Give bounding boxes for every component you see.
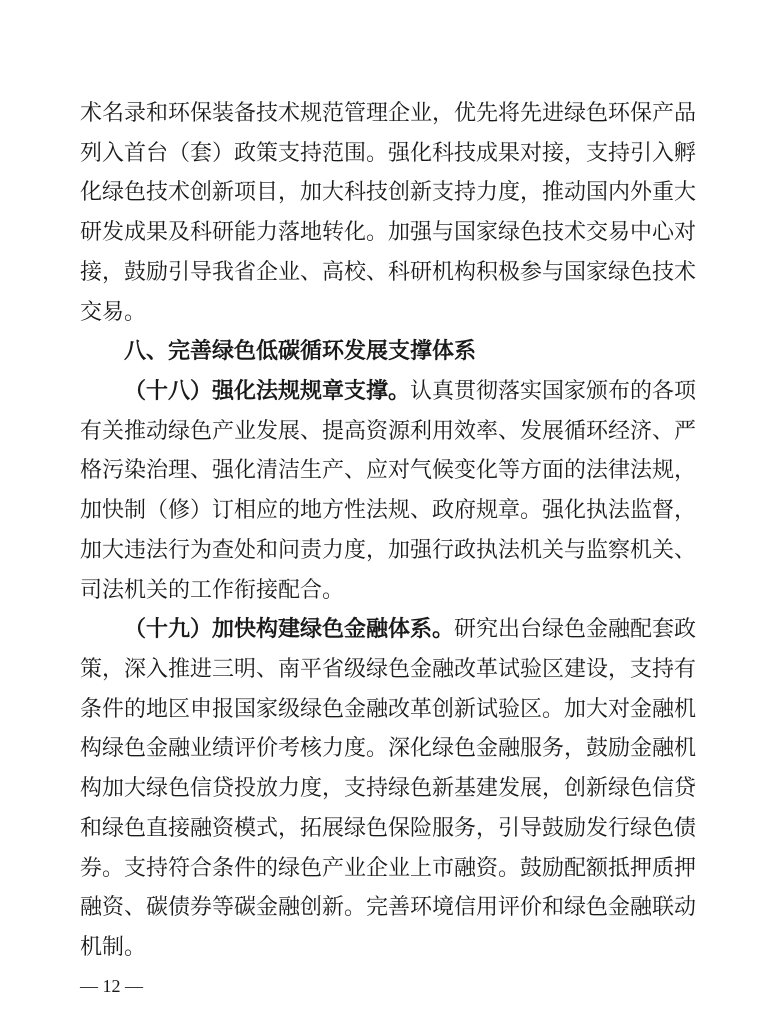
paragraph-first-line (124, 379, 697, 405)
paragraph-line: 有关推动绿色产业发展、提高资源利用效率、发展循环经济、严 (80, 419, 697, 444)
paragraph-line: 构加大绿色信贷投放力度，支持绿色新基建发展，创新绿色信贷 (80, 776, 697, 801)
paragraph-line: 术名录和环保装备技术规范管理企业，优先将先进绿色环保产品 (80, 101, 697, 126)
paragraph-line: 交易。 (80, 300, 147, 325)
paragraph-line: 构绿色金融业绩评价考核力度。深化绿色金融服务，鼓励金融机 (80, 736, 697, 761)
paragraph-title: （十八）强化法规规章支撑。 (124, 379, 411, 404)
paragraph-line: 加大违法行为查处和问责力度，加强行政执法机关与监察机关、 (80, 538, 697, 563)
paragraph-line: 融资、碳债券等碳金融创新。完善环境信用评价和绿色金融联动 (80, 895, 697, 920)
paragraph-first-line (124, 617, 697, 643)
paragraph-line: 格污染治理、强化清洁生产、应对气候变化等方面的法律法规， (80, 458, 697, 483)
paragraph-line: 加快制（修）订相应的地方性法规、政府规章。强化执法监督， (80, 498, 697, 523)
paragraph-text: 认真贯彻落实国家颁布的各项 (410, 379, 697, 404)
section-heading: 八、完善绿色低碳循环发展支撑体系 (124, 339, 477, 364)
paragraph-line: 接，鼓励引导我省企业、高校、科研机构积极参与国家绿色技术 (80, 260, 697, 285)
paragraph-line: 条件的地区申报国家级绿色金融改革创新试验区。加大对金融机 (80, 697, 697, 722)
paragraph-line: 司法机关的工作衔接配合。 (80, 578, 345, 603)
page-number: — 12 — (80, 976, 143, 996)
paragraph-line: 和绿色直接融资模式，拓展绿色保险服务，引导鼓励发行绿色债 (80, 816, 697, 841)
paragraph-line: 机制。 (80, 935, 147, 960)
paragraph-line: 券。支持符合条件的绿色产业企业上市融资。鼓励配额抵押质押 (80, 856, 697, 881)
paragraph-text: 研究出台绿色金融配套政 (454, 617, 697, 642)
paragraph-line: 化绿色技术创新项目，加大科技创新支持力度，推动国内外重大 (80, 180, 697, 205)
paragraph-title: （十九）加快构建绿色金融体系。 (124, 617, 455, 642)
paragraph-line: 策，深入推进三明、南平省级绿色金融改革试验区建设，支持有 (80, 657, 697, 682)
paragraph-line: 列入首台（套）政策支持范围。强化科技成果对接，支持引入孵 (80, 141, 697, 166)
paragraph-line: 研发成果及科研能力落地转化。加强与国家绿色技术交易中心对 (80, 220, 697, 245)
